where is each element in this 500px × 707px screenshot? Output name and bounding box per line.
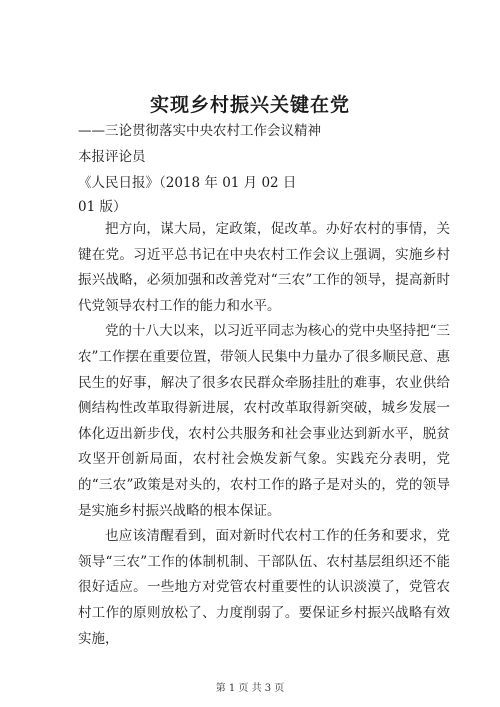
source-line: 《人民日报》（2018 年 01 月 02 日: [78, 175, 297, 191]
paragraph: 党的十八大以来，以习近平同志为核心的党中央坚持把“三农”工作摆在重要位置，带领人民集中力量办了很多顺民意、惠民生的好事，解决了很多农民群众牵肠挂肚的难事，农业供给侧结构性改革取得新进展，农村改革取得新突破，城乡发展一体化迈出新步伐，农村公共服务和社会事业达到新水平，脱贫攻坚开创新局面，农村社会焕发新气象。实践充分表明，党的“三农”政策是对头的，农村工作的路子是对头的，党的领导是实施乡村振兴战略的根本保证。: [78, 323, 450, 519]
author-line: 本报评论员: [78, 149, 146, 165]
page-footer: 第 1 页 共 3 页: [215, 683, 285, 694]
paragraph: 也应该清醒看到，面对新时代农村工作的任务和要求，党领导“三农”工作的体制机制、干部队伍、农村基层组织还不能很好适应。一些地方对党管农村重要性的认识淡漠了，党管农村工作的原则放松了、力度削弱了。要保证乡村振兴战略有效实施，: [78, 528, 450, 647]
article-body: [78, 217, 450, 652]
document-subtitle: ——三论贯彻落实中央农村工作会议精神: [78, 123, 321, 139]
edition-line: 01 版）: [78, 199, 127, 215]
document-title: 实现乡村振兴关键在党: [149, 94, 350, 116]
paragraph: 把方向，谋大局，定政策，促改革。办好农村的事情，关键在党。习近平总书记在中央农村工作会议上强调，实施乡村振兴战略，必须加强和改善党对“三农”工作的领导，提高新时代党领导农村工作的能力和水平。: [78, 221, 450, 314]
